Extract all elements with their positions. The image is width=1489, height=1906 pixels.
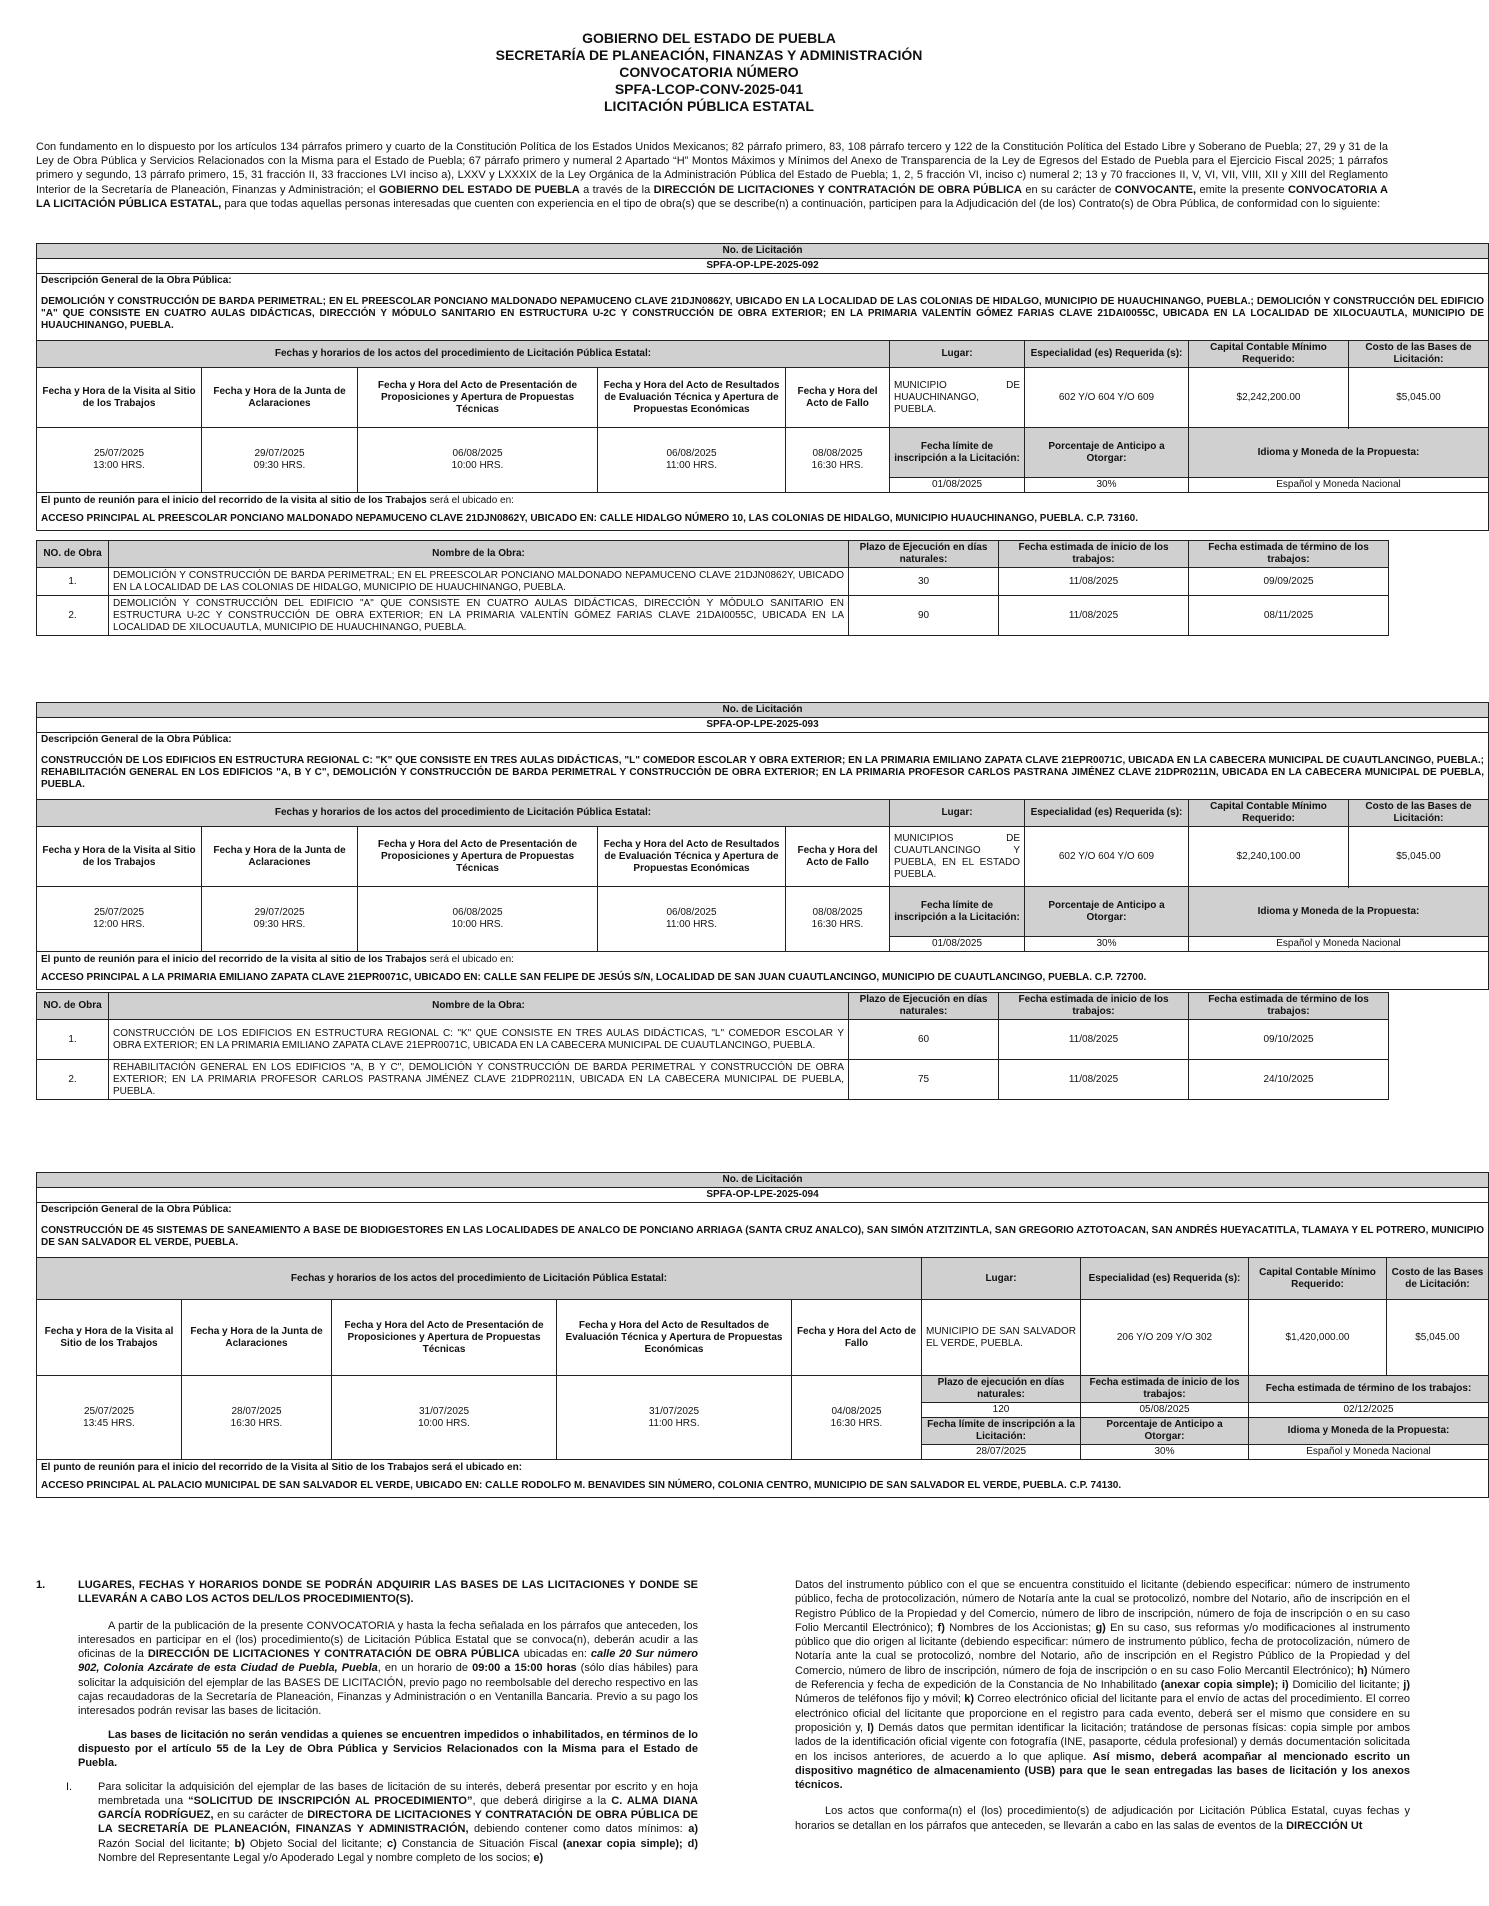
licitacion-1-limite: 01/08/2025 xyxy=(890,478,1025,493)
licitacion-1-anticipo: 30% xyxy=(1025,478,1189,493)
licitacion-2-presentacion: 06/08/2025 10:00 HRS. xyxy=(358,887,598,952)
licitacion-3-plazo: 120 xyxy=(922,1403,1081,1418)
header-convocatoria: CONVOCATORIA NÚMERO xyxy=(619,64,799,80)
licitacion-1-table: No. de Licitación SPFA-OP-LPE-2025-092 Descripción General de la Obra Pública: DEMOLICIÓN Y CONSTRUCCIÓN DE BARDA PERIMETRAL; EN EL PREESCOLAR PONCIANO MALDONADO NEPAMUCENO CLAVE 21DJN0862Y, UBICADO EN LA LOCALIDAD DE LAS COLONIAS DE HIDALGO, MUNICIPIO DE HUAUCHINANGO, PUEBLA.; DEMOLICIÓN Y CONSTRUCCIÓN DEL EDIFICIO "A" QUE CONSISTE EN CUATRO AULAS DIDÁCTICAS, DIRECCIÓN Y MÓDULO SANITARIO EN ESTRUCTURA U-2C Y CONSTRUCCIÓN DE OBRA EXTERIOR; EN LA PRIMARIA VALENTÍN GÓMEZ FARIAS CLAVE 21DAI0055C, UBICADA EN LA LOCALIDAD DE XILOCUAUTLA, MUNICIPIO DE HUAUCHINANGO, PUEBLA. Fechas y horarios de los actos del procedimiento de Licitación Pública Estatal: Lugar: Especialidad (es) Requerida (s): Capital Contable Mínimo Requerido: Costo de las Bases de Licitación: Fecha y Hora de la Visita al Sitio de los Trabajos Fecha y Hora de la Junta de Aclaraciones Fecha y Hora del Acto de Presentación de Proposiciones y Apertura de Propuestas Técnicas Fecha y Hora del Acto de Resultados de Evaluación Técnica y Apertura de Propuestas Económicas Fecha y Hora del Acto de Fallo MUNICIPIO DE HUAUCHINANGO, PUEBLA. 602 Y/O 604 Y/O 609 $2,242,200.00 $5,045.00 25/07/2025 13:00 HRS. 29/07/2025 09:30 HRS. 06/08/2025 10:00 HRS. 06/08/2025 11:00 HRS. 08/08/2025 16:30 HRS. Fecha límite de inscripción a la Licitación: Porcentaje de Anticipo a Otorgar: Idioma y Moneda de la Propuesta: 01/08/2025 30% Español y Moneda Nacional El punto de reunión para el inicio del recorrido de la visita al sitio de los Trabajos será el ubicado en: ACCESO PRINCIPAL AL PREESCOLAR PONCIANO MALDONADO NEPAMUCENO CLAVE 21DJN0862Y, UBICADO EN: CALLE HIDALGO NÚMERO 10, LAS COLONIAS DE HIDALGO, MUNICIPIO HUAUCHINANGO, PUEBLA. C.P. 73160. xyxy=(36,243,1489,531)
licitacion-1-punto-reunion: ACCESO PRINCIPAL AL PREESCOLAR PONCIANO MALDONADO NEPAMUCENO CLAVE 21DJN0862Y, UBICADO EN: CALLE HIDALGO NÚMERO 10, LAS COLONIAS DE HIDALGO, MUNICIPIO HUAUCHINANGO, PUEBLA. C.P. 73160. xyxy=(37,509,1489,531)
header-licitacion-type: LICITACIÓN PÚBLICA ESTATAL xyxy=(604,98,814,114)
header-government: GOBIERNO DEL ESTADO DE PUEBLA xyxy=(582,30,836,46)
licitacion-2-obras-table: NO. de Obra Nombre de la Obra: Plazo de Ejecución en días naturales: Fecha estimada de inicio de los trabajos: Fecha estimada de término de los trabajos: 1. CONSTRUCCIÓN DE LOS EDIFICIOS EN ESTRUCTURA REGIONAL C: "K" QUE CONSISTE EN TRES AULAS DIDÁCTICAS, "L" COMEDOR ESCOLAR Y OBRA EXTERIOR; EN LA PRIMARIA EMILIANO ZAPATA CLAVE 21EPR0071C, UBICADA EN LA CABECERA MUNICIPAL DE CUAUTLANCINGO, PUEBLA. 60 11/08/2025 09/10/2025 2. REHABILITACIÓN GENERAL EN LOS EDIFICIOS "A, B Y C", DEMOLICIÓN Y CONSTRUCCIÓN DE BARDA PERIMETRAL Y CONSTRUCCIÓN DE OBRA EXTERIOR; EN LA PRIMARIA PROFESOR CARLOS PASTRANA JIMÉNEZ CLAVE 21DPR0211N, UBICADA EN LA CABECERA MUNICIPAL DE PUEBLA, PUEBLA. 75 11/08/2025 24/10/2025 xyxy=(36,992,1389,1100)
paragraph: Datos del instrumento público con el que se encuentra constituido el licitante (debiendo especificar: número de instrumento público, fecha de protocolización, número de Notaría ante la cual se protocolizó, nombre del Notario, año de inscripción en el Registro Público de la Propiedad y del Comercio, número de libro de inscripción, número de foja de inscripción o en su caso Folio Mercantil Electrónico); f) Nombres de los Accionistas; g) En su caso, sus reformas y/o modificaciones al instrumento público que dio origen al licitante (debiendo especificar: número de instrumento público, fecha de protocolización, número de Notaría ante la cual se protocolizó, nombre del Notario, año de inscripción en el Registro Público de la Propiedad y del Comercio, número de libro de inscripción, número de foja de inscripción o en su caso Folio Mercantil Electrónico); h) Número de Referencia y fecha de expedición de la Constancia de No Inhabilitado (anexar copia simple); i) Domicilio del licitante; j) Números de teléfonos fijo y móvil; k) Correo electrónico oficial del licitante para el envío de actas del procedimiento. El correo electrónico oficial del licitante que proporcione en el registro para cada evento, deberá ser el mismo que considere en su proposición y, l) Demás datos que permitan identificar la licitación; tratándose de personas físicas: copia simple por ambos lados de la identificación oficial vigente con fotografía (INE, pasaporte, cédula profesional) y demás documentación solicitada en los incisos anteriores, de acuerdo a lo que aplique. Así mismo, deberá acompañar al mencionado escrito un dispositivo magnético de almacenamiento (USB) para que le sean entregadas las bases de licitación y los anexos técnicos. xyxy=(795,1579,1411,1792)
licitacion-1-junta: 29/07/2025 09:30 HRS. xyxy=(202,428,358,493)
licitacion-3-inicio: 05/08/2025 xyxy=(1081,1403,1249,1418)
licitacion-3-section xyxy=(36,1172,1484,1498)
licitacion-2-especialidad: 602 Y/O 604 Y/O 609 xyxy=(1025,827,1189,887)
licitacion-2-visita: 25/07/2025 12:00 HRS. xyxy=(37,887,202,952)
licitacion-2-fallo: 08/08/2025 16:30 HRS. xyxy=(786,887,890,952)
licitacion-2-number: SPFA-OP-LPE-2025-093 xyxy=(37,718,1489,733)
licitacion-3-capital: $1,420,000.00 xyxy=(1249,1300,1387,1376)
paragraph: A partir de la publicación de la presente CONVOCATORIA y hasta la fecha señalada en los párrafos que anteceden, los interesados en participar en el (los) procedimiento(s) de Licitación Pública Estatal que se convoca(n), deberán acudir a las oficinas de la DIRECCIÓN DE LICITACIONES Y CONTRATACIÓN DE OBRA PÚBLICA ubicadas en: calle 20 Sur número 902, Colonia Azcárate de esta Ciudad de Puebla, Puebla, en un horario de 09:00 a 15:00 horas (sólo días hábiles) para solicitar la adquisición del ejemplar de las BASES DE LICITACIÓN, previo pago no reembolsable del derecho respectivo en las cajas recaudadoras de la Secretaría de Planeación, Finanzas y Administración o en Ventanilla Bancaria. Previo a su pago los interesados podrán revisar las bases de licitación. xyxy=(78,1619,699,1718)
licitacion-3-table: No. de Licitación SPFA-OP-LPE-2025-094 Descripción General de la Obra Pública: CONSTRUCCIÓN DE 45 SISTEMAS DE SANEAMIENTO A BASE DE BIODIGESTORES EN LAS LOCALIDADES DE ANALCO DE PONCIANO ARRIAGA (SANTA CRUZ ANALCO), SAN SIMÓN ATZITZINTLA, SAN GREGORIO AZTOTOACAN, SAN ANDRÉS HUEYACATITLA, TLAMAYA Y EL POTRERO, MUNICIPIO DE SAN SALVADOR EL VERDE, PUEBLA. Fechas y horarios de los actos del procedimiento de Licitación Pública Estatal: Lugar: Especialidad (es) Requerida (s): Capital Contable Mínimo Requerido: Costo de las Bases de Licitación: Fecha y Hora de la Visita al Sitio de los Trabajos Fecha y Hora de la Junta de Aclaraciones Fecha y Hora del Acto de Presentación de Proposiciones y Apertura de Propuestas Técnicas Fecha y Hora del Acto de Resultados de Evaluación Técnica y Apertura de Propuestas Económicas Fecha y Hora del Acto de Fallo MUNICIPIO DE SAN SALVADOR EL VERDE, PUEBLA. 206 Y/O 209 Y/O 302 $1,420,000.00 $5,045.00 25/07/2025 13:45 HRS. 28/07/2025 16:30 HRS. 31/07/2025 10:00 HRS. 31/07/2025 11:00 HRS. 04/08/2025 16:30 HRS. Plazo de ejecución en días naturales: Fecha estimada de inicio de los trabajos: Fecha estimada de término de los trabajos: 120 05/08/2025 02/12/2025 Fecha límite de inscripción a la Licitación: Porcentaje de Anticipo a Otorgar: Idioma y Moneda de la Propuesta: 28/07/2025 30% Español y Moneda Nacional El punto de reunión para el inicio del recorrido de la Visita al Sitio de los Trabajos será el ubicado en: ACCESO PRINCIPAL AL PALACIO MUNICIPAL DE SAN SALVADOR EL VERDE, UBICADO EN: CALLE RODOLFO M. BENAVIDES SIN NÚMERO, COLONIA CENTRO, MUNICIPIO DE SAN SALVADOR EL VERDE, PUEBLA. C.P. 74130. xyxy=(36,1172,1489,1498)
licitacion-1-resultados: 06/08/2025 11:00 HRS. xyxy=(598,428,786,493)
licitacion-1-lugar: MUNICIPIO DE HUAUCHINANGO, PUEBLA. xyxy=(890,368,1025,428)
licitacion-2-table: No. de Licitación SPFA-OP-LPE-2025-093 Descripción General de la Obra Pública: CONSTRUCCIÓN DE LOS EDIFICIOS EN ESTRUCTURA REGIONAL C: "K" QUE CONSISTE EN TRES AULAS DIDÁCTICAS, "L" COMEDOR ESCOLAR Y OBRA EXTERIOR; EN LA PRIMARIA EMILIANO ZAPATA CLAVE 21EPR0071C, UBICADA EN LA CABECERA MUNICIPAL DE CUAUTLANCINGO, PUEBLA.; REHABILITACIÓN GENERAL EN LOS EDIFICIOS "A, B Y C", DEMOLICIÓN Y CONSTRUCCIÓN DE BARDA PERIMETRAL Y CONSTRUCCIÓN DE OBRA EXTERIOR; EN LA PRIMARIA PROFESOR CARLOS PASTRANA JIMÉNEZ CLAVE 21DPR0211N, UBICADA EN LA CABECERA MUNICIPAL DE PUEBLA, PUEBLA. Fechas y horarios de los actos del procedimiento de Licitación Pública Estatal: Lugar: Especialidad (es) Requerida (s): Capital Contable Mínimo Requerido: Costo de las Bases de Licitación: Fecha y Hora de la Visita al Sitio de los Trabajos Fecha y Hora de la Junta de Aclaraciones Fecha y Hora del Acto de Presentación de Proposiciones y Apertura de Propuestas Técnicas Fecha y Hora del Acto de Resultados de Evaluación Técnica y Apertura de Propuestas Económicas Fecha y Hora del Acto de Fallo MUNICIPIOS DE CUAUTLANCINGO Y PUEBLA, EN EL ESTADO PUEBLA. 602 Y/O 604 Y/O 609 $2,240,100.00 $5,045.00 25/07/2025 12:00 HRS. 29/07/2025 09:30 HRS. 06/08/2025 10:00 HRS. 06/08/2025 11:00 HRS. 08/08/2025 16:30 HRS. Fecha límite de inscripción a la Licitación: Porcentaje de Anticipo a Otorgar: Idioma y Moneda de la Propuesta: 01/08/2025 30% Español y Moneda Nacional El punto de reunión para el inicio del recorrido de la visita al sitio de los Trabajos será el ubicado en: ACCESO PRINCIPAL A LA PRIMARIA EMILIANO ZAPATA CLAVE 21EPR0071C, UBICADO EN: CALLE SAN FELIPE DE JESÚS S/N, LOCALIDAD DE SAN JUAN CUAUTLANCINGO, MUNICIPIO DE CUAUTLANCINGO, PUEBLA. C.P. 72700. xyxy=(36,702,1489,990)
licitacion-2-costo: $5,045.00 xyxy=(1349,827,1489,887)
roman-item-1: I. Para solicitar la adquisición del ejemplar de las bases de licitación de su interés, deberá presentar por escrito y en hoja membretada una “SOLICITUD DE INSCRIPCIÓN AL PROCEDIMIENTO”, que deberá dirigirse a la C. ALMA DIANA GARCÍA RODRÍGUEZ, en su carácter de DIRECTORA DE LICITACIONES Y CONTRATACIÓN DE OBRA PÚBLICA DE LA SECRETARÍA DE PLANEACIÓN, FINANZAS Y ADMINISTRACIÓN, debiendo contener como datos mínimos: a) Razón Social del licitante; b) Objeto Social del licitante; c) Constancia de Situación Fiscal (anexar copia simple); d) Nombre del Representante Legal y/o Apoderado Legal y nombre completo de los socios; e) xyxy=(66,1780,699,1865)
licitacion-2-punto-reunion: ACCESO PRINCIPAL A LA PRIMARIA EMILIANO ZAPATA CLAVE 21EPR0071C, UBICADO EN: CALLE SAN FELIPE DE JESÚS S/N, LOCALIDAD DE SAN JUAN CUAUTLANCINGO, MUNICIPIO DE CUAUTLANCINGO, PUEBLA. C.P. 72700. xyxy=(37,968,1489,990)
table-row: 1. CONSTRUCCIÓN DE LOS EDIFICIOS EN ESTRUCTURA REGIONAL C: "K" QUE CONSISTE EN TRES AULAS DIDÁCTICAS, "L" COMEDOR ESCOLAR Y OBRA EXTERIOR; EN LA PRIMARIA EMILIANO ZAPATA CLAVE 21EPR0071C, UBICADA EN LA CABECERA MUNICIPAL DE CUAUTLANCINGO, PUEBLA. 60 11/08/2025 09/10/2025 xyxy=(37,1020,1389,1060)
licitacion-1-visita: 25/07/2025 13:00 HRS. xyxy=(37,428,202,493)
licitacion-3-anticipo: 30% xyxy=(1081,1445,1249,1460)
licitacion-2-junta: 29/07/2025 09:30 HRS. xyxy=(202,887,358,952)
intro-paragraph: Con fundamento en lo dispuesto por los artículos 134 párrafos primero y cuarto de la Constitución Política de los Estados Unidos Mexicanos; 82 párrafo primero, 83, 108 párrafo tercero y 122 de la Constitución Política del Estado Libre y Soberano de Puebla; 27, 29 y 31 de la Ley de Obra Pública y Servicios Relacionados con la Misma para el Estado de Puebla; 67 párrafo primero y numeral 2 Apartado “H” Montos Máximos y Mínimos del Anexo de Transparencia de la Ley de Egresos del Estado de Puebla para el Ejercicio Fiscal 2025; 1 párrafos primero y segundo, 13 párrafo primero, 15, 31 fracción II, 33 fracciones LVI inciso a), LXXV y LXXXIX de la Ley Orgánica de la Administración Pública del Estado de Puebla; 1, 2, 5 fracción VI, inciso c) numeral 2; 13 y 70 fracciones II, V, VI, VII, VIII, XII y XIII del Reglamento Interior de la Secretaría de Planeación, Finanzas y Administración; el GOBIERNO DEL ESTADO DE PUEBLA a través de la DIRECCIÓN DE LICITACIONES Y CONTRATACIÓN DE OBRA PÚBLICA en su carácter de CONVOCANTE, emite la presente CONVOCATORIA A LA LICITACIÓN PÚBLICA ESTATAL, para que todas aquellas personas interesadas que cuenten con experiencia en el tipo de obra(s) que se describe(n) a continuación, participen para la Adjudicación del (de los) Contrato(s) de Obra Pública, de conformidad con lo siguiente: xyxy=(36,141,1388,210)
table-row: 1. DEMOLICIÓN Y CONSTRUCCIÓN DE BARDA PERIMETRAL; EN EL PREESCOLAR PONCIANO MALDONADO NEPAMUCENO CLAVE 21DJN0862Y, UBICADO EN LA LOCALIDAD DE LAS COLONIAS DE HIDALGO, MUNICIPIO DE HUAUCHINANGO, PUEBLA. 30 11/08/2025 09/09/2025 xyxy=(37,568,1389,596)
licitacion-3-presentacion: 31/07/2025 10:00 HRS. xyxy=(332,1376,557,1460)
licitacion-3-costo: $5,045.00 xyxy=(1387,1300,1489,1376)
licitacion-1-number: SPFA-OP-LPE-2025-092 xyxy=(37,259,1489,274)
licitacion-1-fallo: 08/08/2025 16:30 HRS. xyxy=(786,428,890,493)
licitacion-3-description: CONSTRUCCIÓN DE 45 SISTEMAS DE SANEAMIENTO A BASE DE BIODIGESTORES EN LAS LOCALIDADES DE ANALCO DE PONCIANO ARRIAGA (SANTA CRUZ ANALCO), SAN SIMÓN ATZITZINTLA, SAN GREGORIO AZTOTOACAN, SAN ANDRÉS HUEYACATITLA, TLAMAYA Y EL POTRERO, MUNICIPIO DE SAN SALVADOR EL VERDE, PUEBLA. xyxy=(37,1218,1489,1258)
licitacion-2-capital: $2,240,100.00 xyxy=(1189,827,1349,887)
licitacion-3-number: SPFA-OP-LPE-2025-094 xyxy=(37,1188,1489,1203)
licitacion-2-resultados: 06/08/2025 11:00 HRS. xyxy=(598,887,786,952)
licitacion-3-lugar: MUNICIPIO DE SAN SALVADOR EL VERDE, PUEBLA. xyxy=(922,1300,1081,1376)
licitacion-2-limite: 01/08/2025 xyxy=(890,937,1025,952)
licitacion-1-presentacion: 06/08/2025 10:00 HRS. xyxy=(358,428,598,493)
licitacion-1-obras-table: NO. de Obra Nombre de la Obra: Plazo de Ejecución en días naturales: Fecha estimada de inicio de los trabajos: Fecha estimada de término de los trabajos: 1. DEMOLICIÓN Y CONSTRUCCIÓN DE BARDA PERIMETRAL; EN EL PREESCOLAR PONCIANO MALDONADO NEPAMUCENO CLAVE 21DJN0862Y, UBICADO EN LA LOCALIDAD DE LAS COLONIAS DE HIDALGO, MUNICIPIO DE HUAUCHINANGO, PUEBLA. 30 11/08/2025 09/09/2025 2. DEMOLICIÓN Y CONSTRUCCIÓN DEL EDIFICIO "A" QUE CONSISTE EN CUATRO AULAS DIDÁCTICAS, DIRECCIÓN Y MÓDULO SANITARIO EN ESTRUCTURA U-2C Y CONSTRUCCIÓN DE OBRA EXTERIOR; EN LA PRIMARIA VALENTÍN GÓMEZ FARIAS CLAVE 21DAI0055C, UBICADA EN LA LOCALIDAD DE XILOCUAUTLA, MUNICIPIO DE HUAUCHINANGO, PUEBLA. 90 11/08/2025 08/11/2025 xyxy=(36,540,1389,636)
table-row: 2. REHABILITACIÓN GENERAL EN LOS EDIFICIOS "A, B Y C", DEMOLICIÓN Y CONSTRUCCIÓN DE BARDA PERIMETRAL Y CONSTRUCCIÓN DE OBRA EXTERIOR; EN LA PRIMARIA PROFESOR CARLOS PASTRANA JIMÉNEZ CLAVE 21DPR0211N, UBICADA EN LA CABECERA MUNICIPAL DE PUEBLA, PUEBLA. 75 11/08/2025 24/10/2025 xyxy=(37,1060,1389,1100)
paragraph: Las bases de licitación no serán vendidas a quienes se encuentren impedidos o inhabilitados, en términos de lo dispuesto por el artículo 55 de la Ley de Obra Pública y Servicios Relacionados con la Misma para el Estado de Puebla. xyxy=(78,1728,698,1770)
licitacion-3-limite: 28/07/2025 xyxy=(922,1445,1081,1460)
section-1-heading: 1. LUGARES, FECHAS Y HORARIOS DONDE SE PODRÁN ADQUIRIR LAS BASES DE LAS LICITACIONES Y DONDE SE LLEVARÁN A CABO LOS ACTOS DEL/LOS PROCEDIMIENTO(S). xyxy=(36,1579,698,1606)
licitacion-3-idioma: Español y Moneda Nacional xyxy=(1249,1445,1489,1460)
document-header xyxy=(0,30,1418,115)
header-convocatoria-number: SPFA-LCOP-CONV-2025-041 xyxy=(614,81,804,97)
header-secretariat: SECRETARÍA DE PLANEACIÓN, FINANZAS Y ADMINISTRACIÓN xyxy=(495,47,923,63)
licitacion-2-idioma: Español y Moneda Nacional xyxy=(1189,937,1489,952)
licitacion-3-junta: 28/07/2025 16:30 HRS. xyxy=(182,1376,332,1460)
licitacion-1-costo: $5,045.00 xyxy=(1349,368,1489,428)
licitacion-2-lugar: MUNICIPIOS DE CUAUTLANCINGO Y PUEBLA, EN EL ESTADO PUEBLA. xyxy=(890,827,1025,887)
licitacion-1-especialidad: 602 Y/O 604 Y/O 609 xyxy=(1025,368,1189,428)
licitacion-3-visita: 25/07/2025 13:45 HRS. xyxy=(37,1376,182,1460)
licitacion-3-termino: 02/12/2025 xyxy=(1249,1403,1489,1418)
table-row: 2. DEMOLICIÓN Y CONSTRUCCIÓN DEL EDIFICIO "A" QUE CONSISTE EN CUATRO AULAS DIDÁCTICAS, DIRECCIÓN Y MÓDULO SANITARIO EN ESTRUCTURA U-2C Y CONSTRUCCIÓN DE OBRA EXTERIOR; EN LA PRIMARIA VALENTÍN GÓMEZ FARIAS CLAVE 21DAI0055C, UBICADA EN LA LOCALIDAD DE XILOCUAUTLA, MUNICIPIO DE HUAUCHINANGO, PUEBLA. 90 11/08/2025 08/11/2025 xyxy=(37,596,1389,636)
licitacion-1-section xyxy=(36,243,1484,636)
licitacion-3-fallo: 04/08/2025 16:30 HRS. xyxy=(792,1376,922,1460)
licitacion-1-idioma: Español y Moneda Nacional xyxy=(1189,478,1489,493)
licitacion-3-especialidad: 206 Y/O 209 Y/O 302 xyxy=(1081,1300,1249,1376)
body-column-left xyxy=(36,1578,698,1865)
licitacion-2-anticipo: 30% xyxy=(1025,937,1189,952)
licitacion-2-description: CONSTRUCCIÓN DE LOS EDIFICIOS EN ESTRUCTURA REGIONAL C: "K" QUE CONSISTE EN TRES AULAS DIDÁCTICAS, "L" COMEDOR ESCOLAR Y OBRA EXTERIOR; EN LA PRIMARIA EMILIANO ZAPATA CLAVE 21EPR0071C, UBICADA EN LA CABECERA MUNICIPAL DE CUAUTLANCINGO, PUEBLA.; REHABILITACIÓN GENERAL EN LOS EDIFICIOS "A, B Y C", DEMOLICIÓN Y CONSTRUCCIÓN DE BARDA PERIMETRAL Y CONSTRUCCIÓN DE OBRA EXTERIOR; EN LA PRIMARIA PROFESOR CARLOS PASTRANA JIMÉNEZ CLAVE 21DPR0211N, UBICADA EN LA CABECERA MUNICIPAL DE PUEBLA, PUEBLA. xyxy=(37,748,1489,800)
body-column-right xyxy=(795,1578,1410,1842)
licitacion-1-capital: $2,242,200.00 xyxy=(1189,368,1349,428)
paragraph: Los actos que conforma(n) el (los) procedimiento(s) de adjudicación por Licitación Pública Estatal, cuyas fechas y horarios se detallan en los párrafos que anteceden, se llevarán a cabo en las salas de eventos de la DIRECCIÓN Ut xyxy=(795,1805,1410,1832)
licitacion-3-resultados: 31/07/2025 11:00 HRS. xyxy=(557,1376,792,1460)
licitacion-1-description: DEMOLICIÓN Y CONSTRUCCIÓN DE BARDA PERIMETRAL; EN EL PREESCOLAR PONCIANO MALDONADO NEPAMUCENO CLAVE 21DJN0862Y, UBICADO EN LA LOCALIDAD DE LAS COLONIAS DE HIDALGO, MUNICIPIO DE HUAUCHINANGO, PUEBLA.; DEMOLICIÓN Y CONSTRUCCIÓN DEL EDIFICIO "A" QUE CONSISTE EN CUATRO AULAS DIDÁCTICAS, DIRECCIÓN Y MÓDULO SANITARIO EN ESTRUCTURA U-2C Y CONSTRUCCIÓN DE OBRA EXTERIOR; EN LA PRIMARIA VALENTÍN GÓMEZ FARIAS CLAVE 21DAI0055C, UBICADA EN LA LOCALIDAD DE XILOCUAUTLA, MUNICIPIO DE HUAUCHINANGO, PUEBLA. xyxy=(37,289,1489,341)
licitacion-3-punto-reunion: ACCESO PRINCIPAL AL PALACIO MUNICIPAL DE SAN SALVADOR EL VERDE, UBICADO EN: CALLE RODOLFO M. BENAVIDES SIN NÚMERO, COLONIA CENTRO, MUNICIPIO DE SAN SALVADOR EL VERDE, PUEBLA. C.P. 74130. xyxy=(37,1476,1489,1498)
licitacion-2-section xyxy=(36,702,1484,1100)
